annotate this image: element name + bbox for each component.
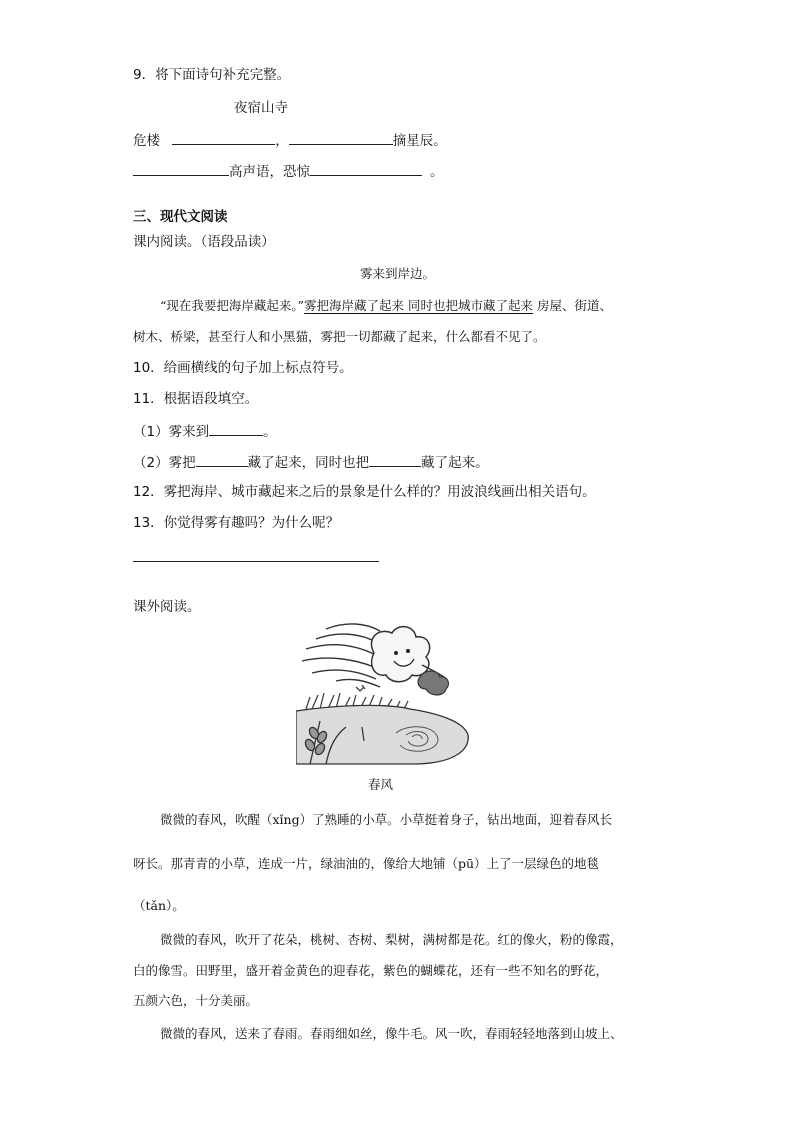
q11-2-text-a: （2）雾把 [133,455,196,471]
q11: 11．根据语段填空。 [133,391,259,407]
story-p2-line1: 微微的春风，吹开了花朵，桃树、杏树、梨树，满树都是花。红的像火，粉的像霞， [160,932,623,947]
story-p1-line1: 微微的春风，吹醒（xǐng）了熟睡的小草。小草挺着身子，钻出地面，迎着春风长 [160,812,613,827]
comma: ， [275,133,289,149]
q11-2-text-c: 藏了起来。 [421,455,489,471]
spring-wind-illustration [296,617,470,765]
q11-2-text-b: 藏了起来，同时也把 [247,455,370,471]
poem-line-1 [133,130,447,150]
poem-line-2 [133,161,444,181]
passage-line-2: 树木、桥梁，甚至行人和小黑猫，雾把一切都藏了起来，什么都看不见了。 [133,329,546,344]
extra-label: 课外阅读。 [133,599,201,615]
q10: 10．给画横线的句子加上标点符号。 [133,360,353,376]
fill-blank[interactable] [196,452,248,467]
poem-title: 夜宿山寺 [234,100,288,116]
q11-2 [133,452,489,472]
underlined-sentence: 雾把海岸藏了起来 同时也把城市藏了起来 [304,298,534,313]
section-sub: 课内阅读。（语段品读） [133,234,275,250]
q12: 12．雾把海岸、城市藏起来之后的景象是什么样的？用波浪线画出相关语句。 [133,484,596,500]
fill-blank[interactable] [289,130,393,145]
fill-blank[interactable] [369,452,421,467]
q9-prompt: 9．将下面诗句补充完整。 [133,67,291,83]
q11-1-text: （1）雾来到 [133,424,210,440]
section-heading: 三、现代文阅读 [133,209,228,225]
story-p1-line2: 呀长。那青青的小草，连成一片，绿油油的，像给大地铺（pū）上了一层绿色的地毯 [133,856,600,871]
story-p2-line3: 五颜六色，十分美丽。 [133,993,259,1008]
fill-blank[interactable] [209,421,263,436]
wind-streaks-icon [302,624,380,687]
story-p2-line2: 白的像雪。田野里，盛开着金黄色的迎春花，紫色的蝴蝶花，还有一些不知名的野花， [133,963,609,978]
answer-line[interactable] [133,561,379,562]
story-title: 春风 [368,777,394,792]
fill-blank[interactable] [133,161,229,176]
passage-title: 雾来到岸边。 [360,266,436,281]
passage-cont: 房屋、街道、 [533,298,613,313]
wind-puff-icon [418,671,448,695]
poem-line1-end: 摘星辰。 [392,133,447,149]
q11-1 [133,421,277,441]
passage-quote: “现在我要把海岸藏起来。” [160,298,305,313]
q13: 13．你觉得雾有趣吗？为什么呢？ [133,515,340,531]
poem-line2-end: 。 [430,164,444,180]
story-p3-line1: 微微的春风，送来了春雨。春雨细如丝，像牛毛。风一吹，春雨轻轻地落到山坡上、 [160,1026,623,1041]
passage-line-1 [160,297,612,315]
poem-line1-start: 危楼 [133,133,160,149]
story-p1-line3: （tǎn）。 [133,898,185,913]
poem-line2-mid: 高声语，恐惊 [229,164,310,180]
q11-1-end: 。 [263,424,277,440]
fill-blank[interactable] [310,161,422,176]
fill-blank[interactable] [172,130,275,145]
